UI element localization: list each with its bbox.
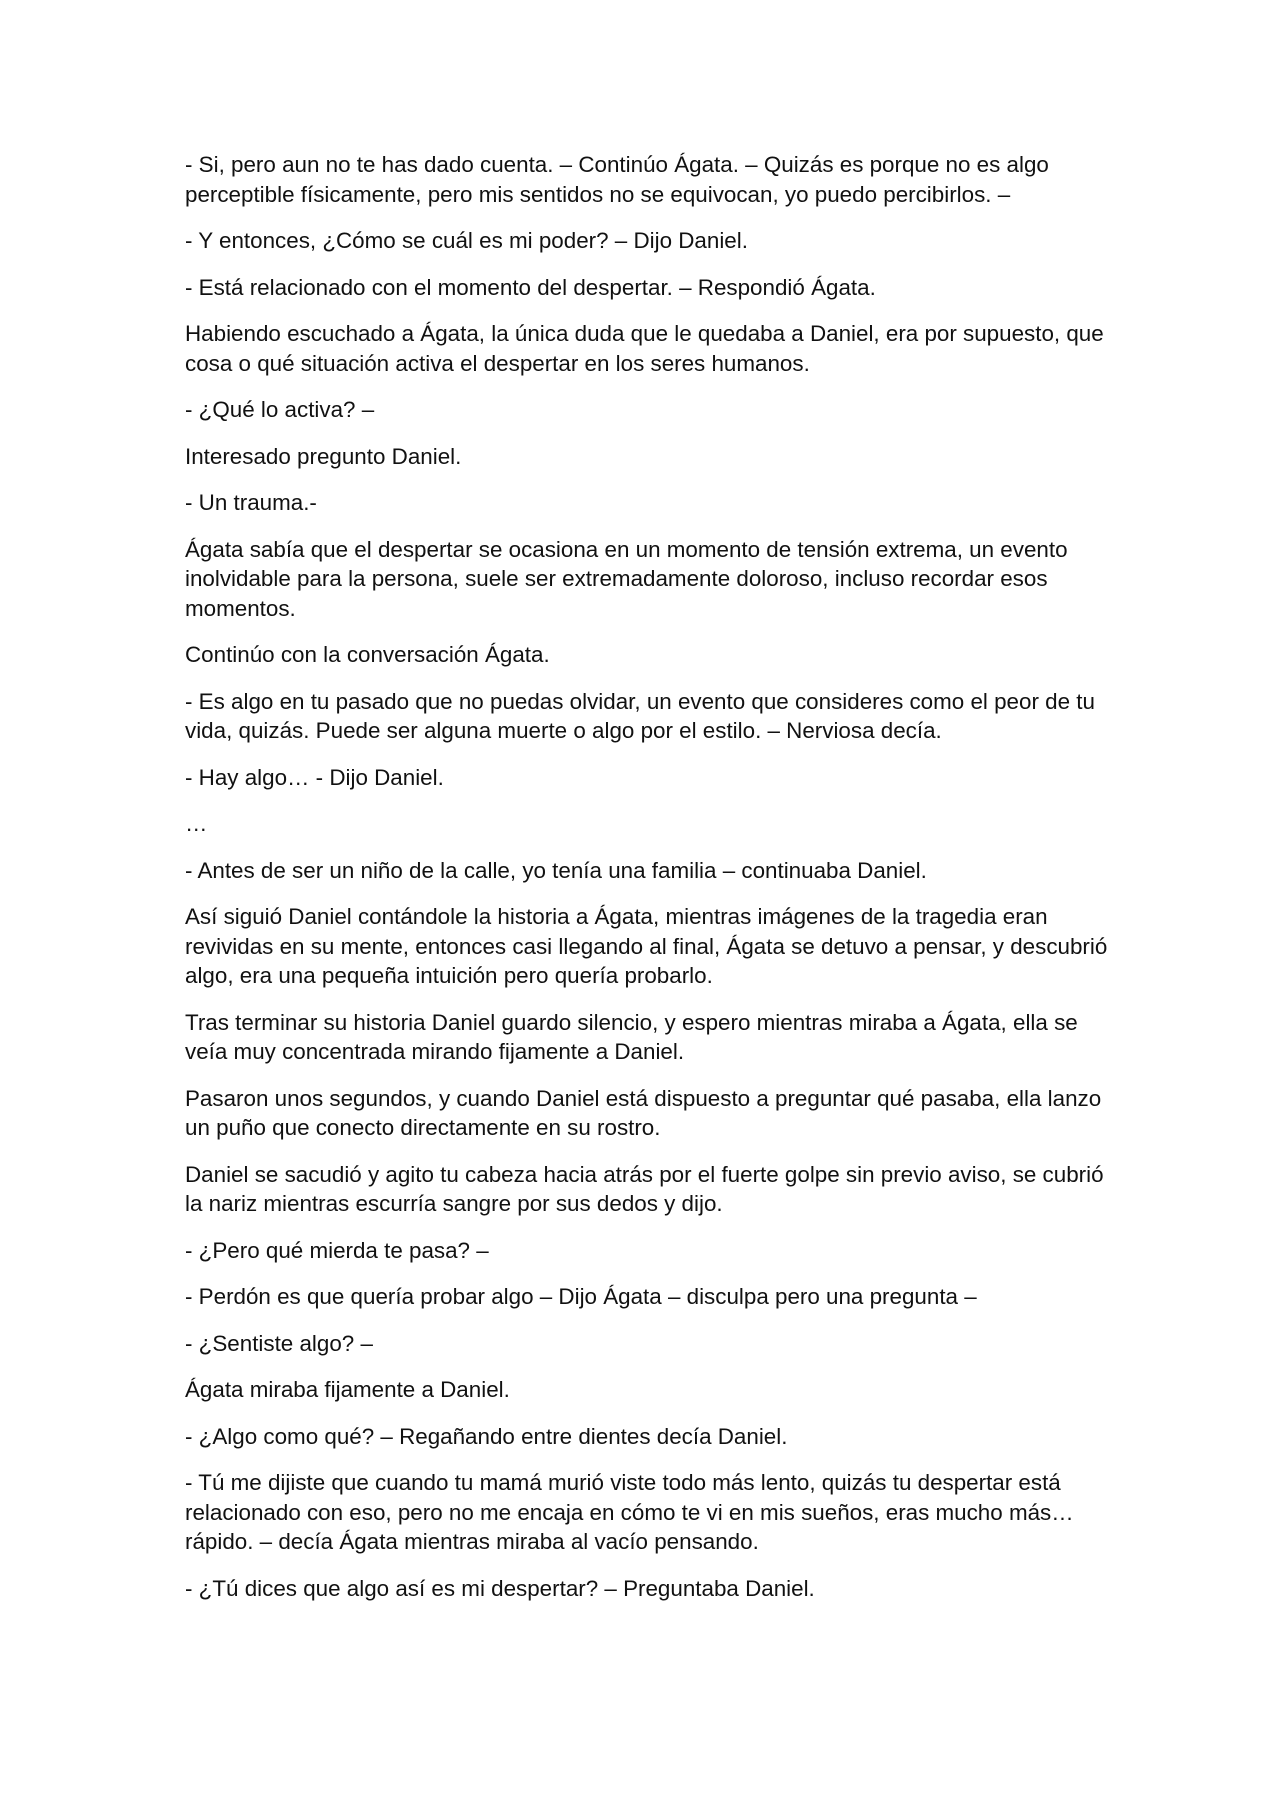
paragraph: Ágata sabía que el despertar se ocasiona en un momento de tensión extrema, un evento inolvidable para la persona, suele ser extremadamente doloroso, incluso recordar esos momentos.: [185, 536, 1074, 621]
paragraph: - Hay algo… - Dijo Daniel.: [185, 764, 444, 790]
paragraph: - Perdón es que quería probar algo – Dijo Ágata – disculpa pero una pregunta –: [185, 1284, 977, 1309]
paragraph: - ¿Tú dices que algo así es mi despertar? – Preguntaba Daniel.: [185, 1575, 815, 1601]
paragraph: Tras terminar su historia Daniel guardo silencio, y espero mientras miraba a Ágata, ella se veía muy concentrada mirando fijamente a Daniel.: [185, 1009, 1084, 1064]
paragraph: - Tú me dijiste que cuando tu mamá murió viste todo más lento, quizás tu despertar está relacionado con eso, pero no me encaja en cómo te vi en mis sueños, eras mucho más… rápido. – decía Ágata mientras miraba al vacío pensando.: [185, 1470, 1080, 1554]
paragraph: Ágata miraba fijamente a Daniel.: [185, 1377, 510, 1402]
paragraph: - Y entonces, ¿Cómo se cuál es mi poder? – Dijo Daniel.: [185, 228, 748, 253]
paragraph: Daniel se sacudió y agito tu cabeza hacia atrás por el fuerte golpe sin previo aviso, se cubrió la nariz mientras escurría sangre por sus dedos y dijo.: [185, 1161, 1110, 1216]
paragraph: - Un trauma.-: [185, 490, 317, 515]
paragraph: Habiendo escuchado a Ágata, la única duda que le quedaba a Daniel, era por supuesto, que cosa o qué situación activa el despertar en los seres humanos.: [185, 321, 1117, 376]
paragraph: - ¿Qué lo activa? –: [185, 397, 375, 422]
paragraph: Interesado pregunto Daniel.: [185, 443, 462, 469]
paragraph: - ¿Algo como qué? – Regañando entre dientes decía Daniel.: [185, 1423, 788, 1449]
document-body: [185, 150, 1117, 1620]
paragraph: - Antes de ser un niño de la calle, yo tenía una familia – continuaba Daniel.: [185, 857, 927, 883]
paragraph: - Es algo en tu pasado que no puedas olvidar, un evento que consideres como el peor de tu vida, quizás. Puede ser alguna muerte o algo por el estilo. – Nerviosa decía.: [185, 688, 1102, 743]
ellipsis-paragraph: …: [185, 811, 208, 836]
paragraph: - ¿Pero qué mierda te pasa? –: [185, 1237, 489, 1263]
paragraph: Pasaron unos segundos, y cuando Daniel está dispuesto a preguntar qué pasaba, ella lanzo un puño que conecto directamente en su rostro.: [185, 1085, 1108, 1140]
paragraph: Así siguió Daniel contándole la historia a Ágata, mientras imágenes de la tragedia eran revividas en su mente, entonces casi llegando al final, Ágata se detuvo a pensar, y descubrió algo, era una pequeña intuición pero quería probarlo.: [185, 904, 1114, 988]
paragraph: Continúo con la conversación Ágata.: [185, 642, 550, 667]
paragraph: - Está relacionado con el momento del despertar. – Respondió Ágata.: [185, 274, 876, 300]
paragraph: - ¿Sentiste algo? –: [185, 1330, 373, 1356]
paragraph: - Si, pero aun no te has dado cuenta. – Continúo Ágata. – Quizás es porque no es algo perceptible físicamente, pero mis sentidos no se equivocan, yo puedo percibirlos. –: [185, 152, 1056, 207]
